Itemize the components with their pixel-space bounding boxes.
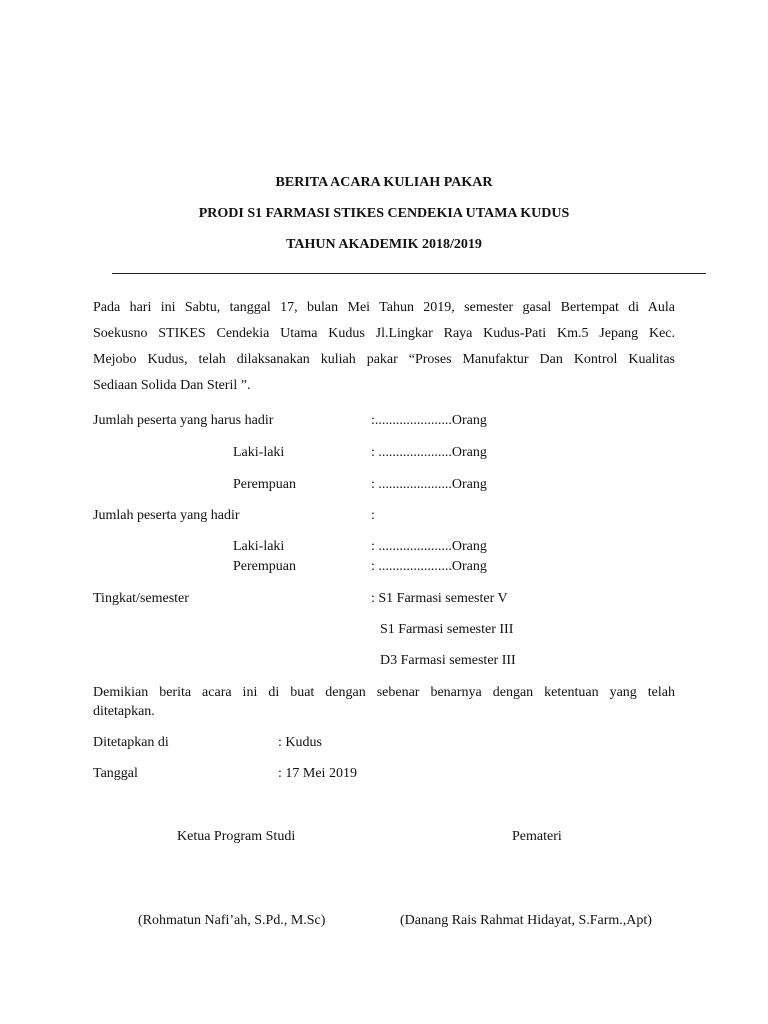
intro-line-2: Soekusno STIKES Cendekia Utama Kudus Jl.Lingkar Raya Kudus-Pati Km.5 Jepang Kec.	[93, 326, 675, 341]
date-label: Tanggal	[93, 766, 138, 781]
male-value: : .....................Orang	[371, 445, 487, 460]
academic-year-title: TAHUN AKADEMIK 2018/2019	[286, 237, 482, 252]
attended-male-value: : .....................Orang	[371, 539, 487, 554]
female-label: Perempuan	[233, 477, 296, 492]
program-title: PRODI S1 FARMASI STIKES CENDEKIA UTAMA KUDUS	[198, 206, 570, 221]
closing-line-1: Demikian berita acara ini di buat dengan sebenar benarnya dengan ketentuan yang telah	[93, 685, 675, 700]
intro-line-3: Mejobo Kudus, telah dilaksanakan kuliah pakar “Proses Manufaktur Dan Kontrol Kualitas	[93, 352, 675, 367]
male-label: Laki-laki	[233, 445, 285, 460]
left-signatory-name: (Rohmatun Nafi’ah, S.Pd., M.Sc)	[138, 913, 326, 928]
semester-label: Tingkat/semester	[93, 591, 189, 606]
attended-male-label: Laki-laki	[233, 539, 285, 554]
right-signatory-role: Pemateri	[512, 829, 562, 844]
document-title: BERITA ACARA KULIAH PAKAR	[275, 175, 493, 190]
intro-line-1: Pada hari ini Sabtu, tanggal 17, bulan Mei Tahun 2019, semester gasal Bertempat di Aula	[93, 300, 675, 315]
attended-label: Jumlah peserta yang hadir	[93, 508, 240, 523]
must-attend-value: :......................Orang	[371, 413, 487, 428]
must-attend-label: Jumlah peserta yang harus hadir	[93, 413, 274, 428]
date-value: : 17 Mei 2019	[278, 766, 357, 781]
semester-value-3: D3 Farmasi semester III	[380, 653, 516, 668]
female-value: : .....................Orang	[371, 477, 487, 492]
closing-line-2: ditetapkan.	[93, 704, 155, 719]
attended-female-label: Perempuan	[233, 559, 296, 574]
attended-female-value: : .....................Orang	[371, 559, 487, 574]
attended-value: :	[371, 508, 375, 523]
semester-value-2: S1 Farmasi semester III	[380, 622, 514, 637]
left-signatory-role: Ketua Program Studi	[177, 829, 296, 844]
place-label: Ditetapkan di	[93, 735, 169, 750]
intro-line-4: Sediaan Solida Dan Steril ”.	[93, 378, 251, 393]
right-signatory-name: (Danang Rais Rahmat Hidayat, S.Farm.,Apt)	[400, 913, 652, 928]
semester-value-1: : S1 Farmasi semester V	[371, 591, 508, 606]
place-value: : Kudus	[278, 735, 322, 750]
header-divider	[112, 273, 706, 274]
